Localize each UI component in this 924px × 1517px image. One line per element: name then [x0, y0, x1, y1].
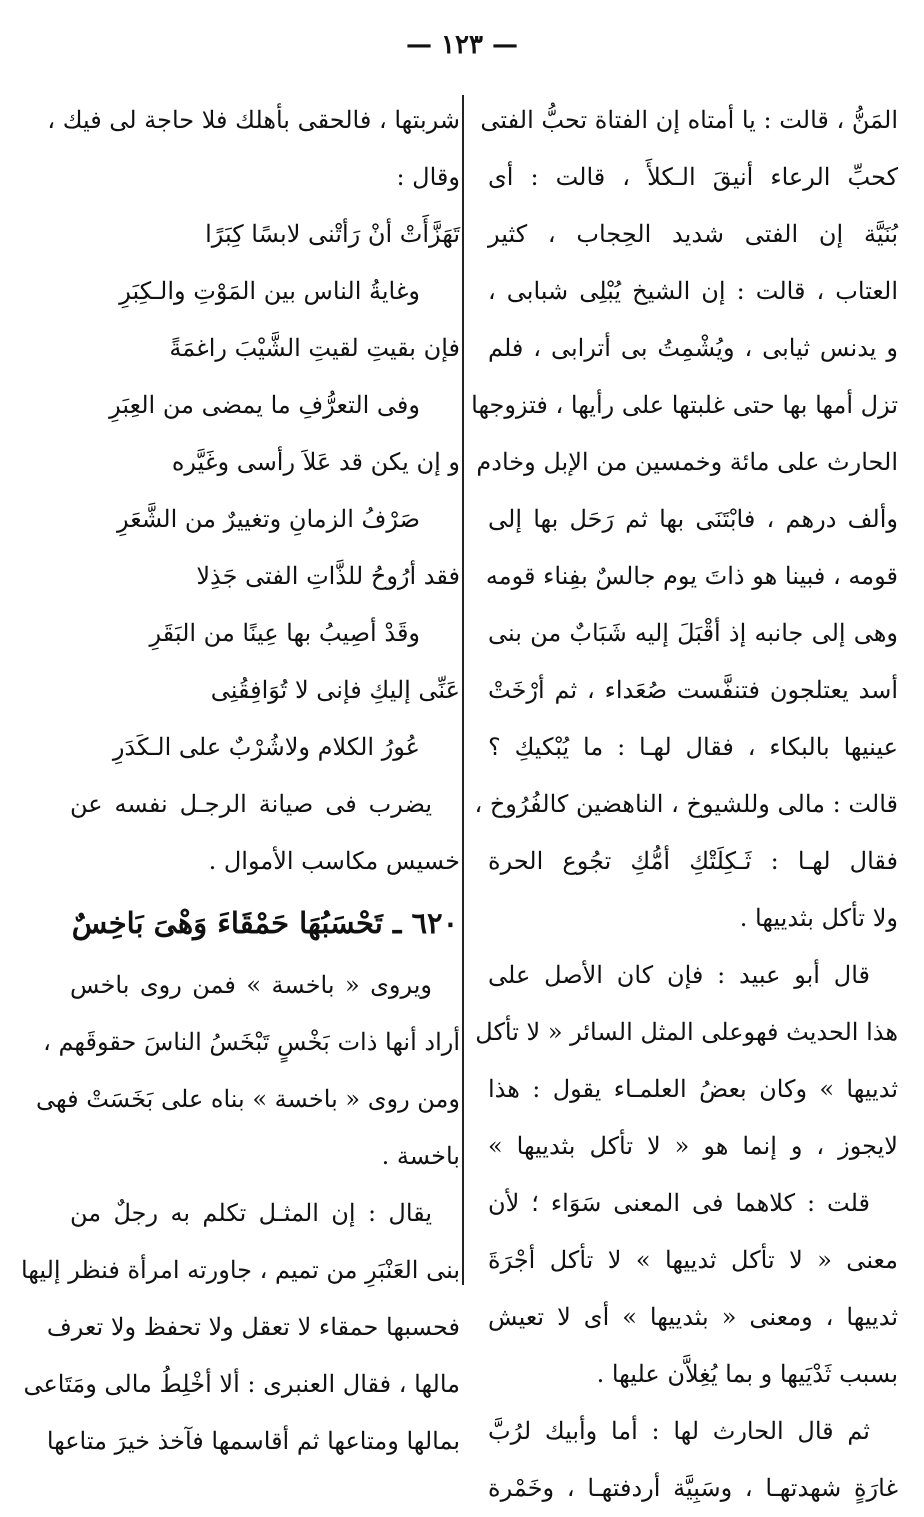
text-line: باخسة .	[381, 1142, 460, 1170]
verse-line: وغايةُ الناس بين المَوْتِ والـكِبَرِ	[119, 277, 420, 305]
text-line: أراد أنها ذات بَخْسٍ تَبْخَسُ الناسَ حقوقَهم ،	[43, 1028, 460, 1056]
paragraph-explanation	[70, 776, 460, 890]
text-line: المَنُّ ، قالت : يا أمتاه إن الفتاة تحبُّ الفتى	[480, 106, 898, 134]
text-line: ثم قال الحارث لها : أما وأبيك لرُبَّ	[488, 1417, 870, 1445]
text-line: غارَةٍ شهدتهـا ، وسَبِيَّة أردفتهـا ، وخَمْرة	[488, 1474, 898, 1502]
poem-verses	[70, 206, 460, 776]
paragraph-story	[20, 1185, 460, 1470]
verse-line: فقد أرُوحُ للذَّاتِ الفتى جَذِلا	[196, 562, 460, 590]
text-line: وألف درهم ، فابْتَنَى بها ثم رَحَل بها إلى	[488, 505, 898, 533]
text-line: بنى العَنْبَرِ من تميم ، جاورته امرأة فنظر إليها	[20, 1256, 460, 1284]
text-line: شربتها ، فالحقى بأهلك فلا حاجة لى فيك ،	[47, 106, 460, 134]
verse-line: وفى التعرُّفِ ما يمضى من العِبَرِ	[109, 391, 420, 419]
text-line: مالها ، فقال العنبرى : ألا أخْلِطُ مالى ومَتَاعى	[23, 1370, 460, 1398]
text-line: ثدييها » وكان بعضُ العلمـاء يقول : هذا	[488, 1075, 898, 1103]
left-column	[20, 92, 460, 1470]
text-line: قالت : مالى وللشيوخ ، الناهضين كالفُرُوخ ،	[474, 790, 898, 818]
text-line: لايجوز ، و إنما هو « لا تأكل بثدييها »	[488, 1132, 898, 1160]
text-line: هذا الحديث فهوعلى المثل السائر « لا تأكل	[475, 1018, 898, 1046]
verse-line: تَهَزَّأَتْ أنْ رَأتْنى لابسًا كِبَرًا	[205, 220, 460, 248]
verse-line: عُورُ الكلام ولاشُرْبٌ على الـكَدَرِ	[112, 733, 420, 761]
verse-line: فإن بقيتِ لقيتِ الشَّيْبَ راغمَةً	[169, 334, 460, 362]
verse-line: عَنِّى إليكِ فإنى لا تُوَافِقُنِى	[210, 676, 460, 704]
text-line: قلت : كلاهما فى المعنى سَوَاء ؛ لأن	[488, 1189, 870, 1217]
text-line: عينيها بالبكاء ، فقال لهـا : ما يُبْكيكِ ؟	[488, 733, 898, 761]
text-line: بُنَيَّة إن الفتى شديد الحِجاب ، كثير	[488, 220, 898, 248]
verse-line: وقَدْ أصِيبُ بها عِينًا من البَقَرِ	[149, 619, 420, 647]
text-line: بسبب ثَدْيَيها و بما يُغِلاَّن عليها .	[596, 1360, 898, 1388]
text-line: ويروى « باخسة » فمن روى باخس	[70, 971, 432, 999]
text-line: ولا تأكل بثدييها .	[739, 904, 898, 932]
text-line: قال أبو عبيد : فإن كان الأصل على	[488, 961, 870, 989]
text-line: قومه ، فبينا هو ذاتَ يوم جالسٌ بفِناء قومه	[485, 562, 898, 590]
verse-line: و إن يكن قد عَلاَ رأسى وغَيَّره	[171, 448, 460, 476]
text-line: بمالها ومتاعها ثم أقاسمها فآخذ خيرَ متاعها	[46, 1427, 460, 1455]
paragraph-shortbetha	[47, 92, 460, 206]
column-divider	[462, 95, 464, 1285]
text-line: فقال لهـا : ثَـكِلَتْكِ أمُّكِ تجُوع الحرة	[488, 847, 898, 875]
text-line: ومن روى « باخسة » بناه على بَخَسَتْ فهى	[36, 1085, 460, 1113]
proverb-heading: ٦٢٠ ـ تَحْسَبُهَا حَمْقَاءَ وَهْىَ بَاخِسٌ	[71, 906, 459, 940]
text-line: ثدييها ، ومعنى « بثدييها » أى لا تعيش	[488, 1303, 898, 1331]
paragraph-variant-reading	[36, 957, 460, 1185]
right-column	[471, 92, 898, 1517]
text-line: و يدنس ثيابى ، ويُشْمِتُ بى أترابى ، فلم	[488, 334, 898, 362]
text-line: يضرب فى صيانة الرجـل نفسه عن	[70, 790, 432, 818]
text-line: وهى إلى جانبه إذ أقْبَلَ إليه شَبَابٌ من بنى	[488, 619, 898, 647]
text-line: العتاب ، قالت : إن الشيخ يُبْلِى شبابى ،	[488, 277, 898, 305]
text-line: الحارث على مائة وخمسين من الإبل وخادم	[476, 448, 898, 476]
text-line: خسيس مكاسب الأموال .	[208, 847, 460, 875]
page-number: — ١٢٣ —	[405, 30, 519, 60]
text-line: أسد يعتلجون فتنفَّست صُعَداء ، ثم أرْخَتْ	[488, 676, 898, 704]
text-line: تزل أمها بها حتى غلبتها على رأيها ، فتزوجها	[471, 391, 898, 419]
text-line: فحسبها حمقاء لا تعقل ولا تحفظ ولا تعرف	[46, 1313, 460, 1341]
text-line: كحبِّ الرعاء أنيقَ الـكلأَ ، قالت : أى	[488, 163, 898, 191]
text-line: يقال : إن المثـل تكلم به رجلٌ من	[70, 1199, 432, 1227]
verse-line: صَرْفُ الزمانِ وتغييرٌ من الشَّعَرِ	[117, 505, 420, 533]
text-line: وقال :	[396, 163, 460, 191]
text-line: معنى « لا تأكل ثدييها » لا تأكل أجْرَةَ	[488, 1246, 898, 1274]
